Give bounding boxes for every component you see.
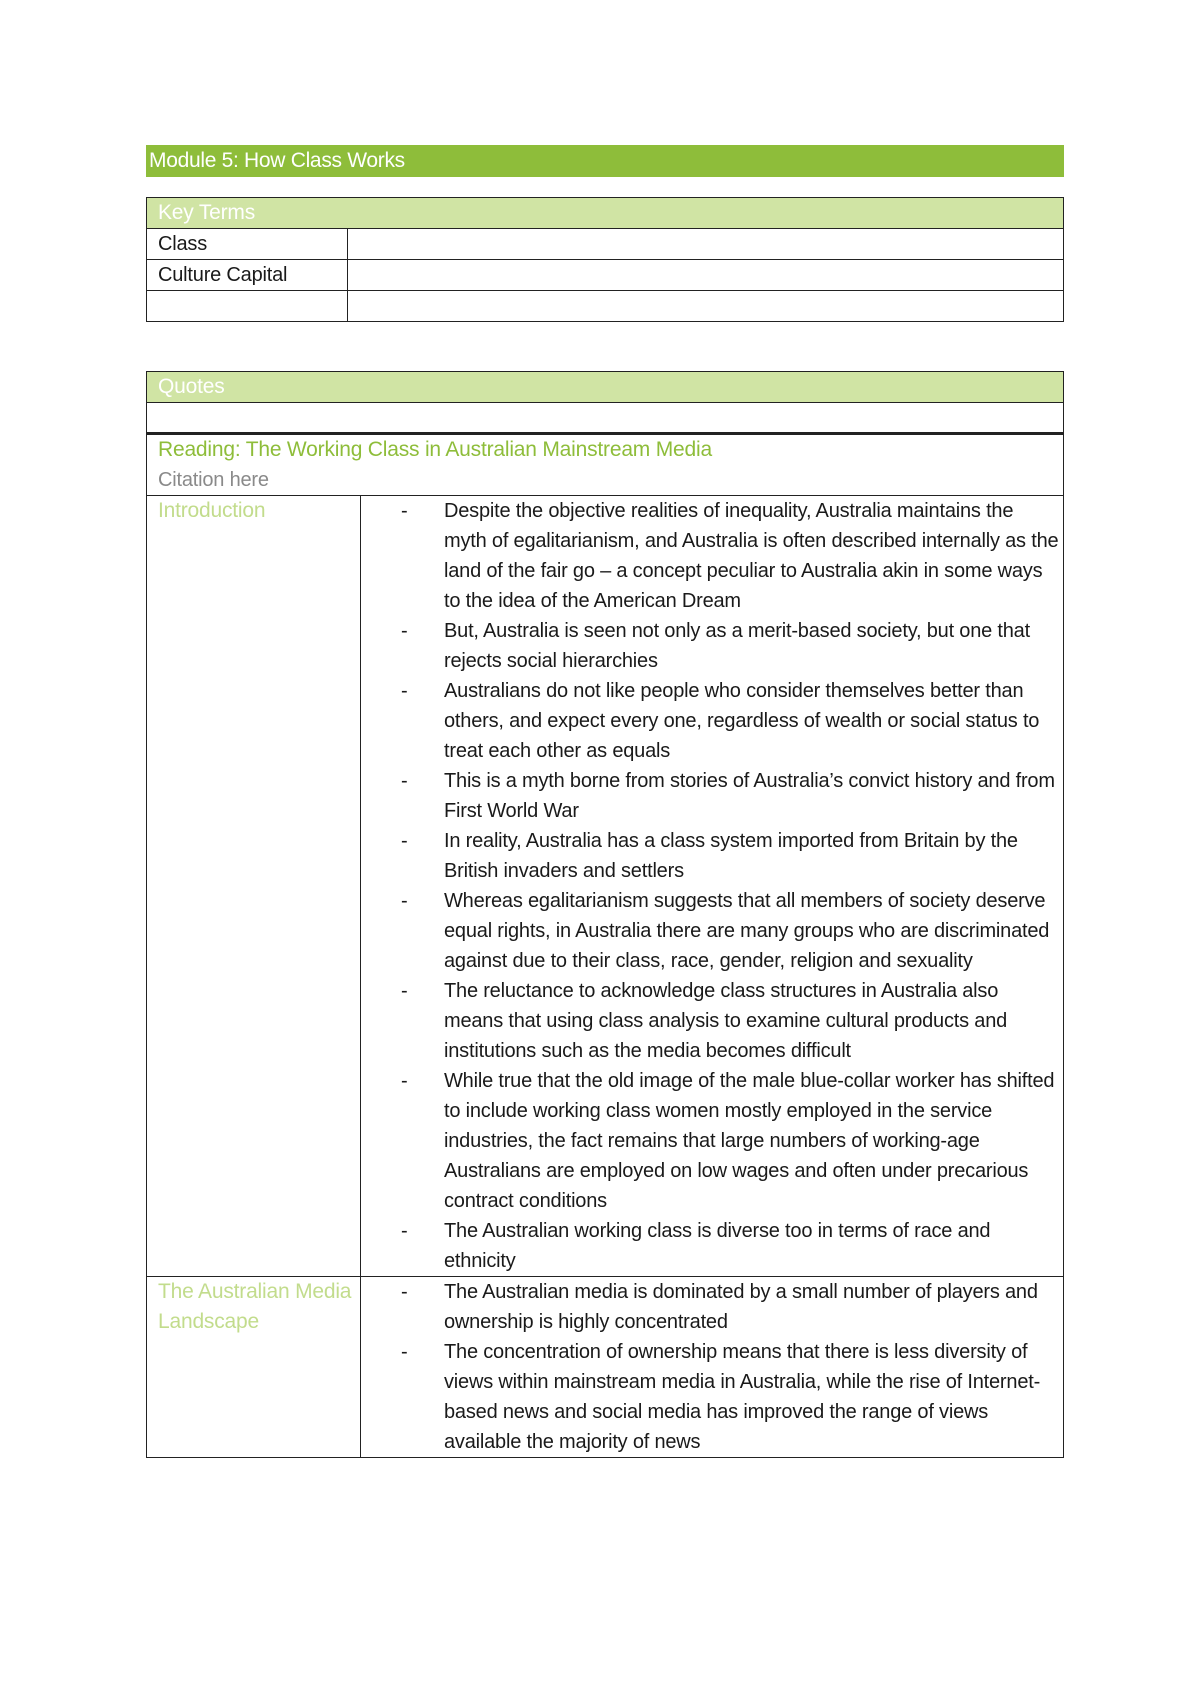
note-item: - While true that the old image of the male blue-collar worker has shifted to include working class women mostly employed in the service industries, the fact remains that large numbers of working-age Australians are employed on low wages and often under precarious contract conditions: [401, 1066, 1059, 1216]
quotes-header: Quotes: [147, 372, 1064, 403]
note-item: - In reality, Australia has a class system imported from Britain by the British invaders and settlers: [401, 826, 1059, 886]
key-term-name[interactable]: [147, 291, 348, 322]
notes-list: [361, 1277, 1059, 1457]
key-term-name: Culture Capital: [147, 260, 348, 291]
section-row: [147, 1277, 1064, 1458]
key-term-row: [147, 260, 1064, 291]
key-term-definition[interactable]: [348, 260, 1064, 291]
reading-cell: [147, 434, 1064, 496]
key-term-row: [147, 291, 1064, 322]
section-row: [147, 496, 1064, 1277]
note-item: - But, Australia is seen not only as a merit-based society, but one that rejects social hierarchies: [401, 616, 1059, 676]
notes-list: [361, 496, 1059, 1276]
reading-title: Reading: The Working Class in Australian Mainstream Media: [158, 438, 712, 461]
section-label-cell: [147, 1277, 361, 1458]
module-title: Module 5: How Class Works: [146, 145, 1064, 177]
note-item: - Whereas egalitarianism suggests that all members of society deserve equal rights, in Australia there are many groups who are discriminated against due to their class, race, gender, religion and sexuality: [401, 886, 1059, 976]
key-terms-header-row: [147, 198, 1064, 229]
note-item: - The Australian media is dominated by a small number of players and ownership is highly concentrated: [401, 1277, 1059, 1337]
section-notes-cell: [361, 1277, 1064, 1458]
note-item: - Australians do not like people who consider themselves better than others, and expect every one, regardless of wealth or social status to treat each other as equals: [401, 676, 1059, 766]
key-terms-table: [146, 197, 1064, 322]
note-item: - The Australian working class is diverse too in terms of race and ethnicity: [401, 1216, 1059, 1276]
quotes-header-row: [147, 372, 1064, 403]
key-term-definition[interactable]: [348, 291, 1064, 322]
quotes-table: [146, 371, 1064, 1458]
reading-row: [147, 434, 1064, 496]
key-term-name: Class: [147, 229, 348, 260]
quotes-empty-cell[interactable]: [147, 403, 1064, 434]
section-label: The Australian Media Landscape: [158, 1280, 352, 1333]
note-item: - This is a myth borne from stories of Australia’s convict history and from First World War: [401, 766, 1059, 826]
quotes-empty-row: [147, 403, 1064, 434]
section-label: Introduction: [158, 499, 266, 522]
section-notes-cell: [361, 496, 1064, 1277]
key-term-row: [147, 229, 1064, 260]
key-term-definition[interactable]: [348, 229, 1064, 260]
note-item: - The concentration of ownership means that there is less diversity of views within mainstream media in Australia, while the rise of Internet-based news and social media has improved the range of views available the majority of news: [401, 1337, 1059, 1457]
note-item: - The reluctance to acknowledge class structures in Australia also means that using class analysis to examine cultural products and institutions such as the media becomes difficult: [401, 976, 1059, 1066]
citation[interactable]: Citation here: [158, 469, 269, 491]
section-label-cell: [147, 496, 361, 1277]
key-terms-header: Key Terms: [147, 198, 1064, 229]
note-item: - Despite the objective realities of inequality, Australia maintains the myth of egalitarianism, and Australia is often described internally as the land of the fair go – a concept peculiar to Australia akin in some ways to the idea of the American Dream: [401, 496, 1059, 616]
